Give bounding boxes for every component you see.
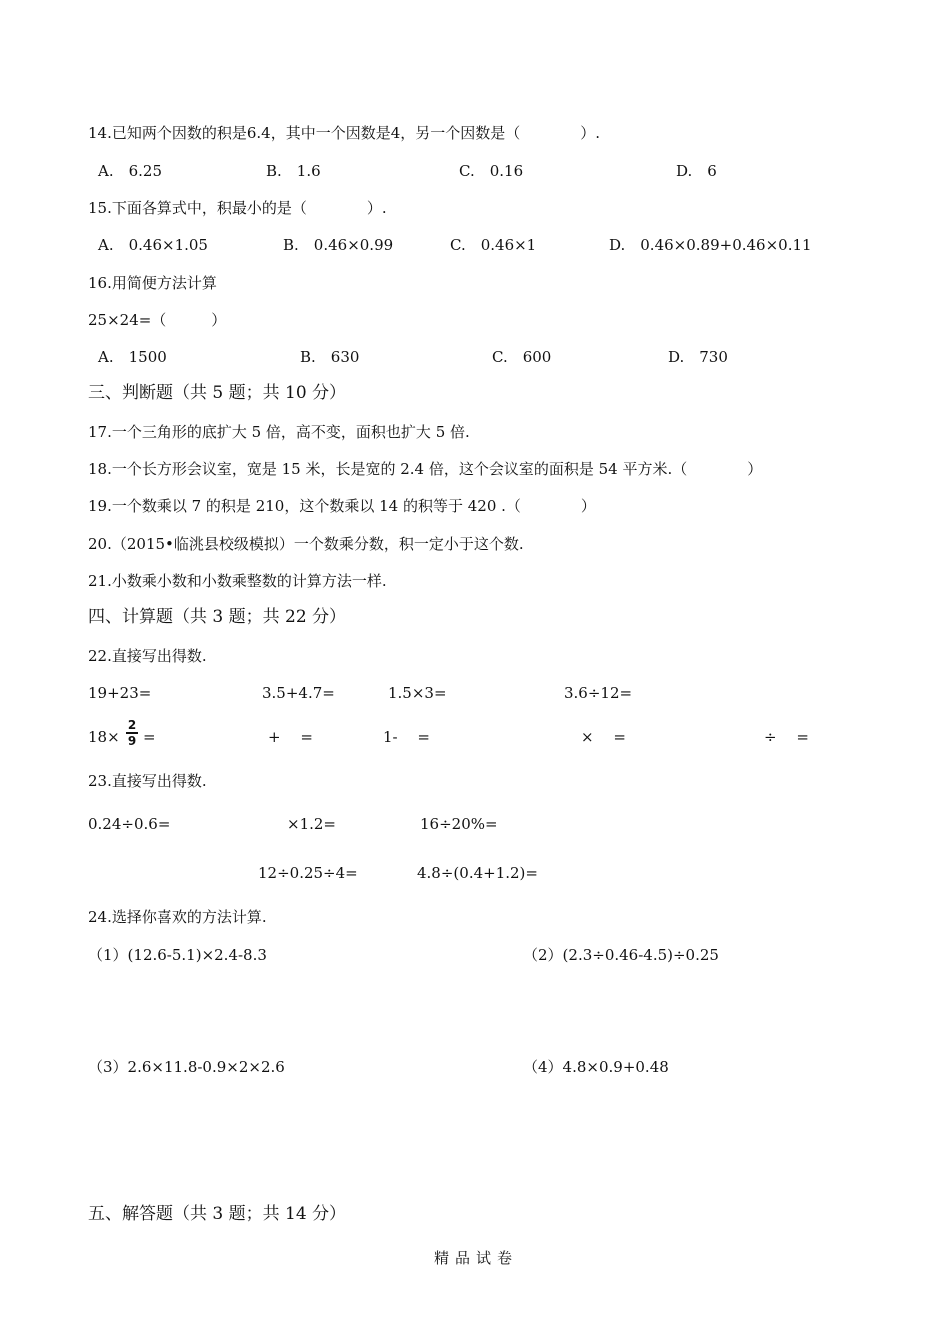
q24-stem: 24.选择你喜欢的方法计算. [88, 908, 267, 926]
q22-fraction-suffix: = [143, 728, 156, 746]
q17-stem: 17.一个三角形的底扩大 5 倍，高不变，面积也扩大 5 倍. [88, 423, 470, 441]
q22-item: + = [268, 728, 313, 746]
section-3-heading: 三、判断题（共 5 题；共 10 分） [88, 383, 347, 403]
q14-option-b: B. 1.6 [266, 162, 321, 180]
q16-option-b: B. 630 [300, 348, 360, 366]
q22-item: 1.5×3= [388, 684, 447, 702]
q23-stem: 23.直接写出得数. [88, 772, 207, 790]
q15-option-b: B. 0.46×0.99 [283, 236, 394, 254]
q15-option-a: A. 0.46×1.05 [98, 236, 208, 254]
q21-stem: 21.小数乘小数和小数乘整数的计算方法一样. [88, 572, 387, 590]
section-4-heading: 四、计算题（共 3 题；共 22 分） [88, 607, 347, 627]
q24-item-4: （4）4.8×0.9+0.48 [523, 1058, 669, 1076]
q16-option-c: C. 600 [492, 348, 552, 366]
q22-item: 1- = [383, 728, 430, 746]
q16-expression: 25×24=（ ） [88, 311, 227, 329]
q24-item-1: （1）(12.6-5.1)×2.4-8.3 [88, 946, 267, 964]
q22-item: ÷ = [764, 728, 809, 746]
q14-option-a: A. 6.25 [98, 162, 162, 180]
q16-stem: 16.用简便方法计算 [88, 274, 217, 292]
q15-stem: 15.下面各算式中，积最小的是（ ）. [88, 199, 387, 217]
q15-option-c: C. 0.46×1 [450, 236, 537, 254]
q22-item: 19+23= [88, 684, 152, 702]
fraction [126, 719, 138, 747]
q18-stem: 18.一个长方形会议室，宽是 15 米，长是宽的 2.4 倍，这个会议室的面积是 54 平方米.（ ） [88, 460, 763, 478]
q19-stem: 19.一个数乘以 7 的积是 210，这个数乘以 14 的积等于 420 .（ ） [88, 497, 596, 515]
fraction-numerator: 2 [127, 718, 137, 732]
fraction-denominator: 9 [127, 734, 137, 748]
q22-item: × = [581, 728, 626, 746]
q24-item-3: （3）2.6×11.8-0.9×2×2.6 [88, 1058, 285, 1076]
q16-option-a: A. 1500 [98, 348, 167, 366]
q20-stem: 20.（2015•临洮县校级模拟）一个数乘分数，积一定小于这个数. [88, 535, 524, 553]
q23-item: ×1.2= [287, 815, 336, 833]
q23-item: 4.8÷(0.4+1.2)= [417, 864, 538, 882]
q15-option-d: D. 0.46×0.89+0.46×0.11 [609, 236, 812, 254]
q22-stem: 22.直接写出得数. [88, 647, 207, 665]
q24-item-2: （2）(2.3÷0.46-4.5)÷0.25 [523, 946, 719, 964]
q14-stem: 14.已知两个因数的积是6.4，其中一个因数是4，另一个因数是（ ）. [88, 124, 601, 142]
q22-fraction-prefix: 18× [88, 728, 120, 746]
q23-item: 12÷0.25÷4= [258, 864, 358, 882]
q14-option-c: C. 0.16 [459, 162, 524, 180]
q16-option-d: D. 730 [668, 348, 728, 366]
q23-item: 0.24÷0.6= [88, 815, 171, 833]
q14-option-d: D. 6 [676, 162, 717, 180]
q22-item: 3.6÷12= [564, 684, 633, 702]
page-footer: 精品试卷 [434, 1249, 519, 1267]
q23-item: 16÷20%= [420, 815, 498, 833]
q22-item: 3.5+4.7= [262, 684, 335, 702]
section-5-heading: 五、解答题（共 3 题；共 14 分） [88, 1204, 347, 1224]
